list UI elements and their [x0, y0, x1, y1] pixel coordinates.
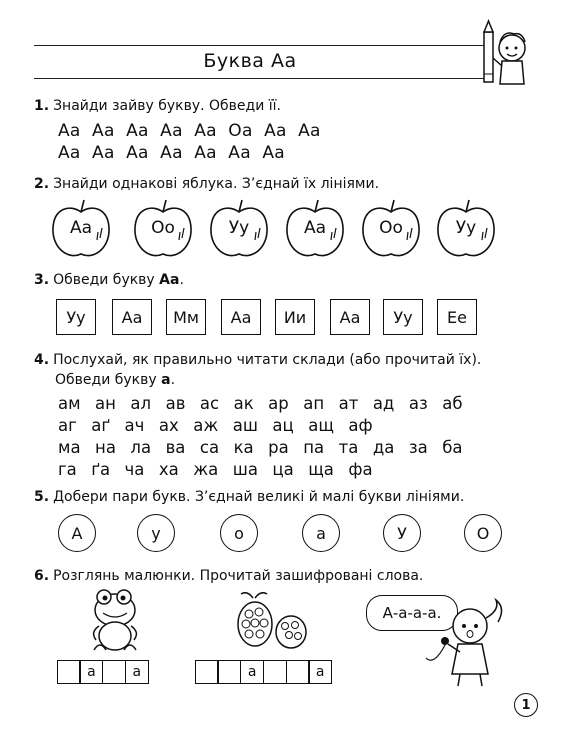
grid-cell[interactable]: а	[79, 660, 103, 684]
word-grid-1	[58, 660, 149, 684]
raspberry-icon	[233, 590, 313, 652]
syllables-row: аг аґ ач ах аж аш ац ащ аф	[58, 416, 373, 435]
page-title: Буква Аа	[203, 50, 297, 72]
letter-circle[interactable]: О	[464, 514, 502, 552]
letter-box[interactable]: Ее	[437, 299, 477, 335]
grid-cell[interactable]: а	[308, 660, 332, 684]
apple[interactable]: Аа	[284, 198, 354, 260]
task-1-row-1: Аа Аа Аа Аа Аа Оа Аа Аа	[58, 121, 321, 141]
task-4-instruction-2: Обведи букву а.	[55, 372, 176, 388]
apple[interactable]: Оо	[360, 198, 430, 260]
frog-icon	[84, 588, 146, 656]
letter-circle[interactable]: А	[58, 514, 96, 552]
letter-box[interactable]: Ии	[275, 299, 315, 335]
letter-circle[interactable]: о	[220, 514, 258, 552]
letter-box[interactable]: Аа	[221, 299, 261, 335]
grid-cell[interactable]	[263, 660, 287, 684]
grid-cell[interactable]	[57, 660, 81, 684]
grid-cell[interactable]	[286, 660, 310, 684]
task-2-instruction: 2. Знайди однакові яблука. З’єднай їх лініями.	[34, 176, 380, 192]
apple[interactable]: Оо	[132, 198, 202, 260]
word-grid-2	[196, 660, 332, 684]
title-top-line	[34, 45, 484, 46]
letter-box[interactable]: Аа	[112, 299, 152, 335]
grid-cell[interactable]	[195, 660, 219, 684]
letter-box[interactable]: Мм	[166, 299, 206, 335]
apple[interactable]: Уу	[208, 198, 278, 260]
letter-circle[interactable]: У	[383, 514, 421, 552]
grid-cell[interactable]	[102, 660, 126, 684]
letter-box[interactable]: Уу	[56, 299, 96, 335]
task-3-instruction: 3. Обведи букву Аа.	[34, 272, 184, 288]
grid-cell[interactable]: а	[240, 660, 264, 684]
letter-box[interactable]: Уу	[383, 299, 423, 335]
letter-circle[interactable]: у	[137, 514, 175, 552]
boy-with-pencil-icon	[478, 18, 548, 88]
page-number: 1	[514, 693, 538, 717]
apple[interactable]: Уу	[435, 198, 505, 260]
task-1-instruction: 1. Знайди зайву букву. Обведи її.	[34, 98, 281, 114]
task-4-instruction: 4. Послухай, як правильно читати склади (або прочитай їх).	[34, 352, 482, 368]
syllables-row: ма на ла ва са ка ра па та да за ба	[58, 438, 463, 457]
girl-with-microphone-icon	[420, 596, 510, 688]
task-1-row-2: Аа Аа Аа Аа Аа Аа Аа	[58, 143, 285, 163]
syllables-row: ам ан ал ав ас ак ар ап ат ад аз аб	[58, 394, 463, 413]
syllables-row: га ґа ча ха жа ша ца ща фа	[58, 460, 373, 479]
letter-circle[interactable]: а	[302, 514, 340, 552]
grid-cell[interactable]	[217, 660, 241, 684]
letter-box[interactable]: Аа	[330, 299, 370, 335]
speech-bubble: А-а-а-а.	[366, 595, 458, 631]
task-5-instruction: 5. Добери пари букв. З’єднай великі й малі букви лініями.	[34, 489, 465, 505]
apple[interactable]: Аа	[50, 198, 120, 260]
grid-cell[interactable]: а	[125, 660, 149, 684]
task-6-instruction: 6. Розглянь малюнки. Прочитай зашифровані слова.	[34, 568, 424, 584]
title-bottom-line	[34, 78, 484, 79]
